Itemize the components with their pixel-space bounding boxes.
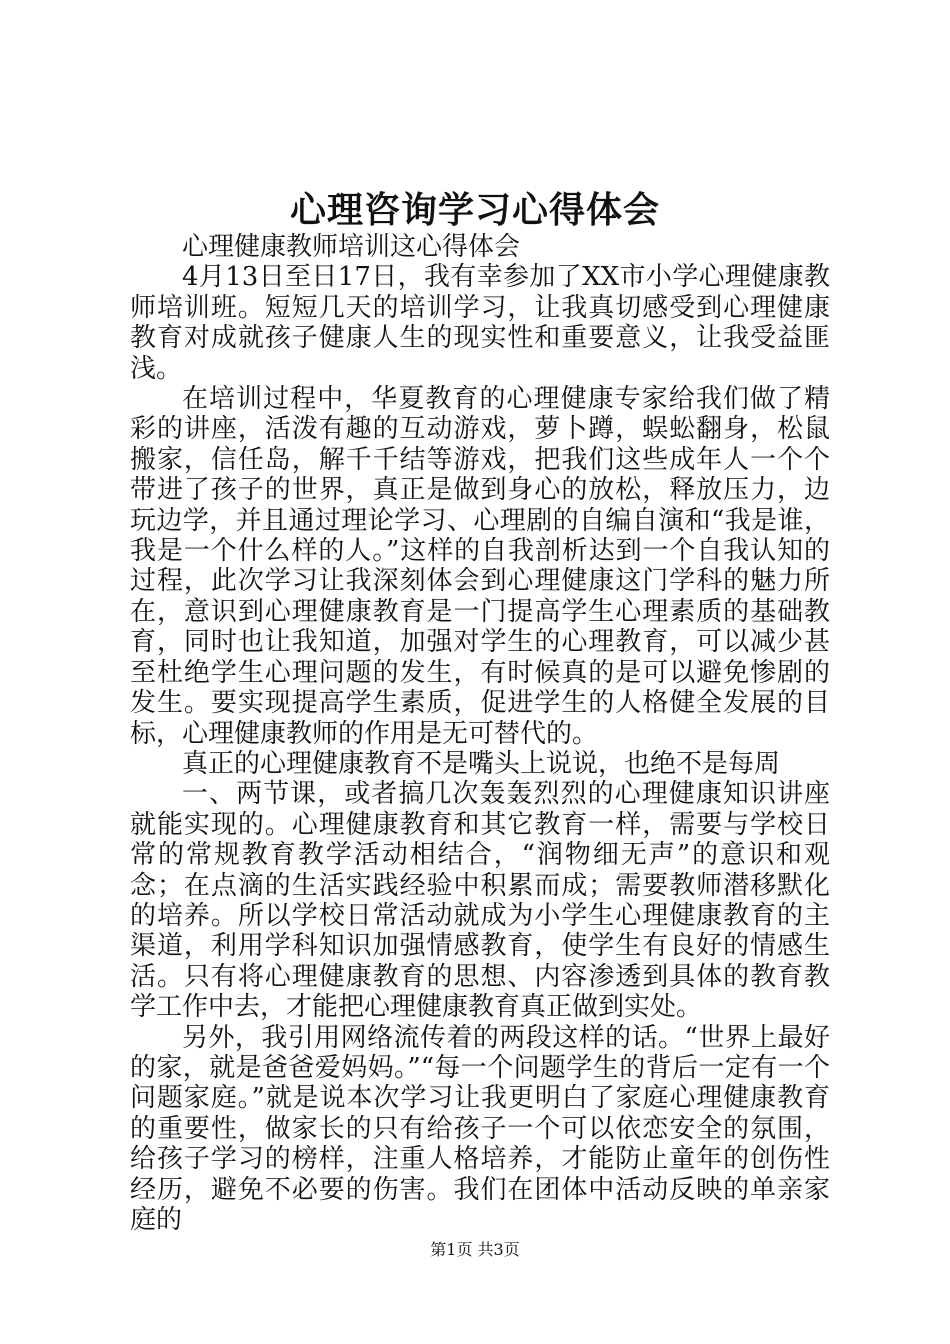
page-number: 第1页 [430,1240,473,1259]
paragraph-subtitle: 心理健康教师培训这心得体会 [182,232,521,262]
paragraph-real-education: 真正的心理健康教育不是嘴头上说说，也绝不是每周 [182,748,781,779]
page-total: 共3页 [477,1240,520,1259]
paragraph-intro: 4月13日至日17日，我有幸参加了XX市小学心理健康教师培训班。短短几天的培训学习，让我真切感受到心理健康教育对成就孩子健康人生的现实性和重要意义，让我受益匪浅。 [130,262,830,384]
page-footer [0,1240,950,1260]
paragraph-training: 在培训过程中，华夏教育的心理健康专家给我们做了精彩的讲座，活泼有趣的互动游戏，萝卜蹲，蜈蚣翻身，松鼠搬家，信任岛，解千千结等游戏，把我们这些成年人一个个带进了孩子的世界，真正是做到身心的放松，释放压力，边玩边学，并且通过理论学习、心理剧的自编自演和“我是谁，我是一个什么样的人。”这样的自我剖析达到一个自我认知的过程，此次学习让我深刻体会到心理健康这门学科的魅力所在，意识到心理健康教育是一门提高学生心理素质的基础教育，同时也让我知道，加强对学生的心理教育，可以减少甚至杜绝学生心理问题的发生，有时候真的是可以避免惨剧的发生。要实现提高学生素质，促进学生的人格健全发展的目标，心理健康教师的作用是无可替代的。 [130,384,830,749]
paragraph-daily-activities: 一、两节课，或者搞几次轰轰烈烈的心理健康知识讲座就能实现的。心理健康教育和其它教育一样，需要与学校日常的常规教育教学活动相结合，“润物细无声”的意识和观念；在点滴的生活实践经验中积累而成；需要教师潜移默化的培养。所以学校日常活动就成为小学生心理健康教育的主渠道，利用学科知识加强情感教育，使学生有良好的情感生活。只有将心理健康教育的思想、内容渗透到具体的教育教学工作中去，才能把心理健康教育真正做到实处。 [130,779,830,1023]
document-body [130,232,830,1235]
document-title: 心理咨询学习心得体会 [289,189,660,231]
paragraph-family: 另外，我引用网络流传着的两段这样的话。“世界上最好的家，就是爸爸爱妈妈。”“每一个问题学生的背后一定有一个问题家庭。”就是说本次学习让我更明白了家庭心理健康教育的重要性，做家长的只有给孩子一个可以依恋安全的氛围，给孩子学习的榜样，注重人格培养，才能防止童年的创伤性经历，避免不必要的伤害。我们在团体中活动反映的单亲家庭的 [130,1022,830,1235]
